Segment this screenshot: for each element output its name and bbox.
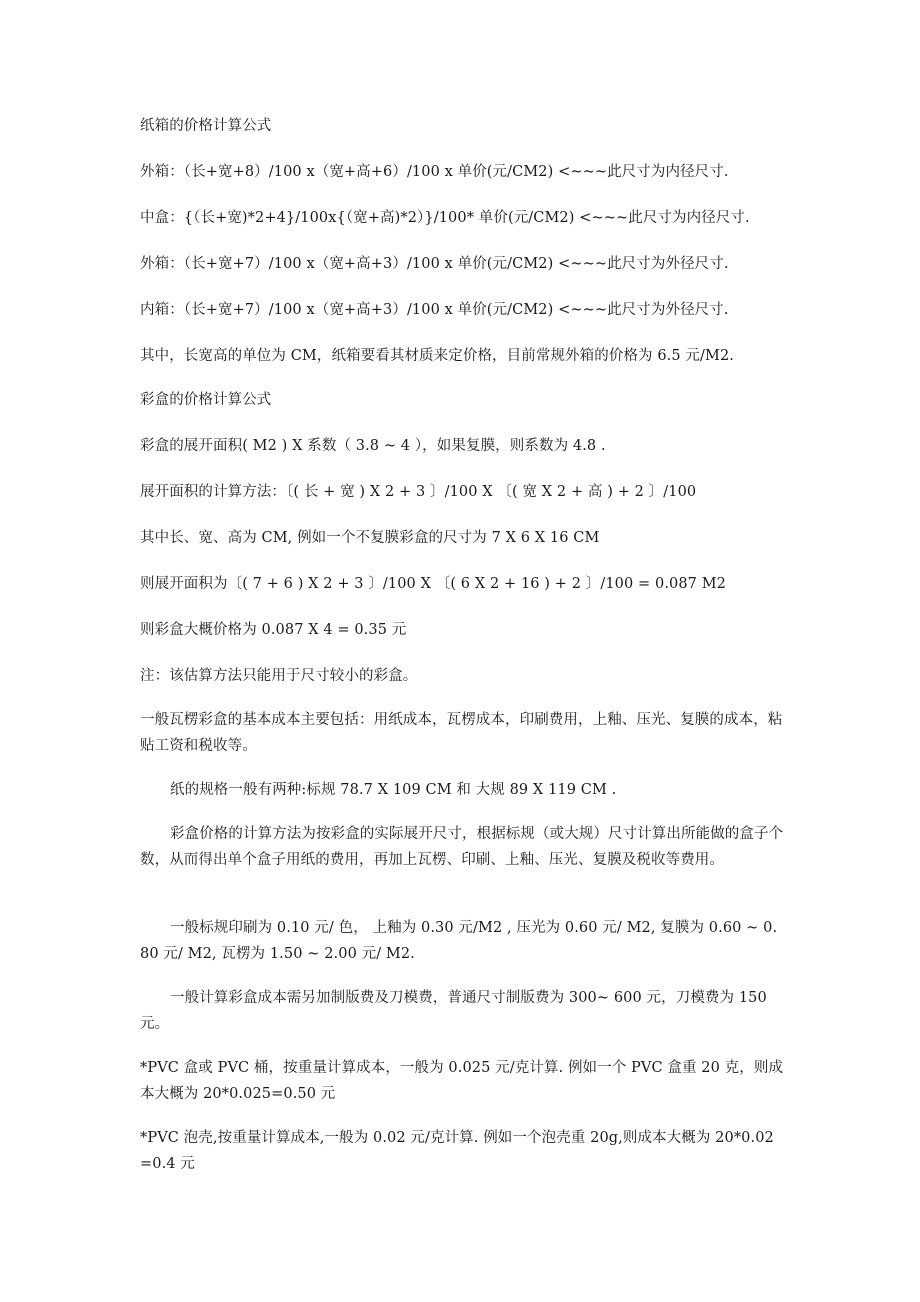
paragraph-pvc-blister: *PVC 泡壳,按重量计算成本,一般为 0.02 元/克计算. 例如一个泡壳重 20g,则成本大概为 20*0.02=0.4 元 (140, 1130, 774, 1172)
formula-inner-box: 内箱：（长+宽+7）/100 x（宽+高+3）/100 x 单价(元/CM2) <~~~此尺寸为外径尺寸. (140, 302, 729, 318)
unfolded-area-method: 展开面积的计算方法：〔( 长 + 宽 ) X 2 + 3 〕/100 X 〔( 宽 X 2 + 高 ) + 2 〕/100 (140, 484, 697, 500)
heading-carton-price-formula: 纸箱的价格计算公式 (140, 118, 272, 134)
carton-unit-note: 其中，长宽高的单位为 CM，纸箱要看其材质来定价格，目前常规外箱的价格为 6.5 元/M2. (140, 348, 734, 364)
example-unfolded-area: 则展开面积为〔( 7 + 6 ) X 2 + 3 〕/100 X 〔( 6 X 2 + 16 ) + 2 〕/100 = 0.087 M2 (140, 576, 726, 592)
paragraph-plate-die-costs: 一般计算彩盒成本需另加制版费及刀模费，普通尺寸制版费为 300~ 600 元，刀模费为 150 元。 (140, 990, 767, 1032)
paragraph-basic-cost: 一般瓦楞彩盒的基本成本主要包括：用纸成本，瓦楞成本，印刷费用，上釉、压光、复膜的成本，粘贴工资和税收等。 (140, 712, 783, 754)
example-dimensions: 其中长、宽、高为 CM, 例如一个不复膜彩盒的尺寸为 7 X 6 X 16 CM (140, 530, 600, 546)
heading-color-box-price-formula: 彩盒的价格计算公式 (140, 392, 272, 408)
example-price: 则彩盒大概价格为 0.087 X 4 = 0.35 元 (140, 622, 407, 638)
estimation-note: 注：该估算方法只能用于尺寸较小的彩盒。 (140, 668, 418, 684)
color-box-area-coefficient: 彩盒的展开面积( M2 ) X 系数（ 3.8 ~ 4 ），如果复膜，则系数为 4.8 . (140, 438, 606, 454)
formula-middle-box: 中盒：{（长+宽)*2+4}/100x{（宽+高)*2）}/100* 单价(元/CM2) <~~~此尺寸为内径尺寸. (140, 210, 750, 226)
paragraph-calculation-method: 彩盒价格的计算方法为按彩盒的实际展开尺寸，根据标规（或大规）尺寸计算出所能做的盒子个数，从而得出单个盒子用纸的费用，再加上瓦楞、印刷、上釉、压光、复膜及税收等费用。 (140, 826, 784, 868)
paragraph-paper-sizes: 纸的规格一般有两种:标规 78.7 X 109 CM 和 大规 89 X 119 CM . (170, 782, 617, 798)
paragraph-pvc-box: *PVC 盒或 PVC 桶，按重量计算成本，一般为 0.025 元/克计算. 例如一个 PVC 盒重 20 克，则成本大概为 20*0.025=0.50 元 (140, 1060, 784, 1102)
formula-outer-box-outer-dimension: 外箱：（长+宽+7）/100 x（宽+高+3）/100 x 单价(元/CM2) <~~~此尺寸为外径尺寸. (140, 256, 729, 272)
formula-outer-box-inner-dimension: 外箱：（长+宽+8）/100 x（宽+高+6）/100 x 单价(元/CM2) <~~~此尺寸为内径尺寸. (140, 164, 729, 180)
paragraph-printing-costs: 一般标规印刷为 0.10 元/ 色， 上釉为 0.30 元/M2 , 压光为 0.60 元/ M2, 复膜为 0.60 ~ 0.80 元/ M2, 瓦楞为 1.50 ~ 2.00 元/ M2. (140, 920, 778, 962)
